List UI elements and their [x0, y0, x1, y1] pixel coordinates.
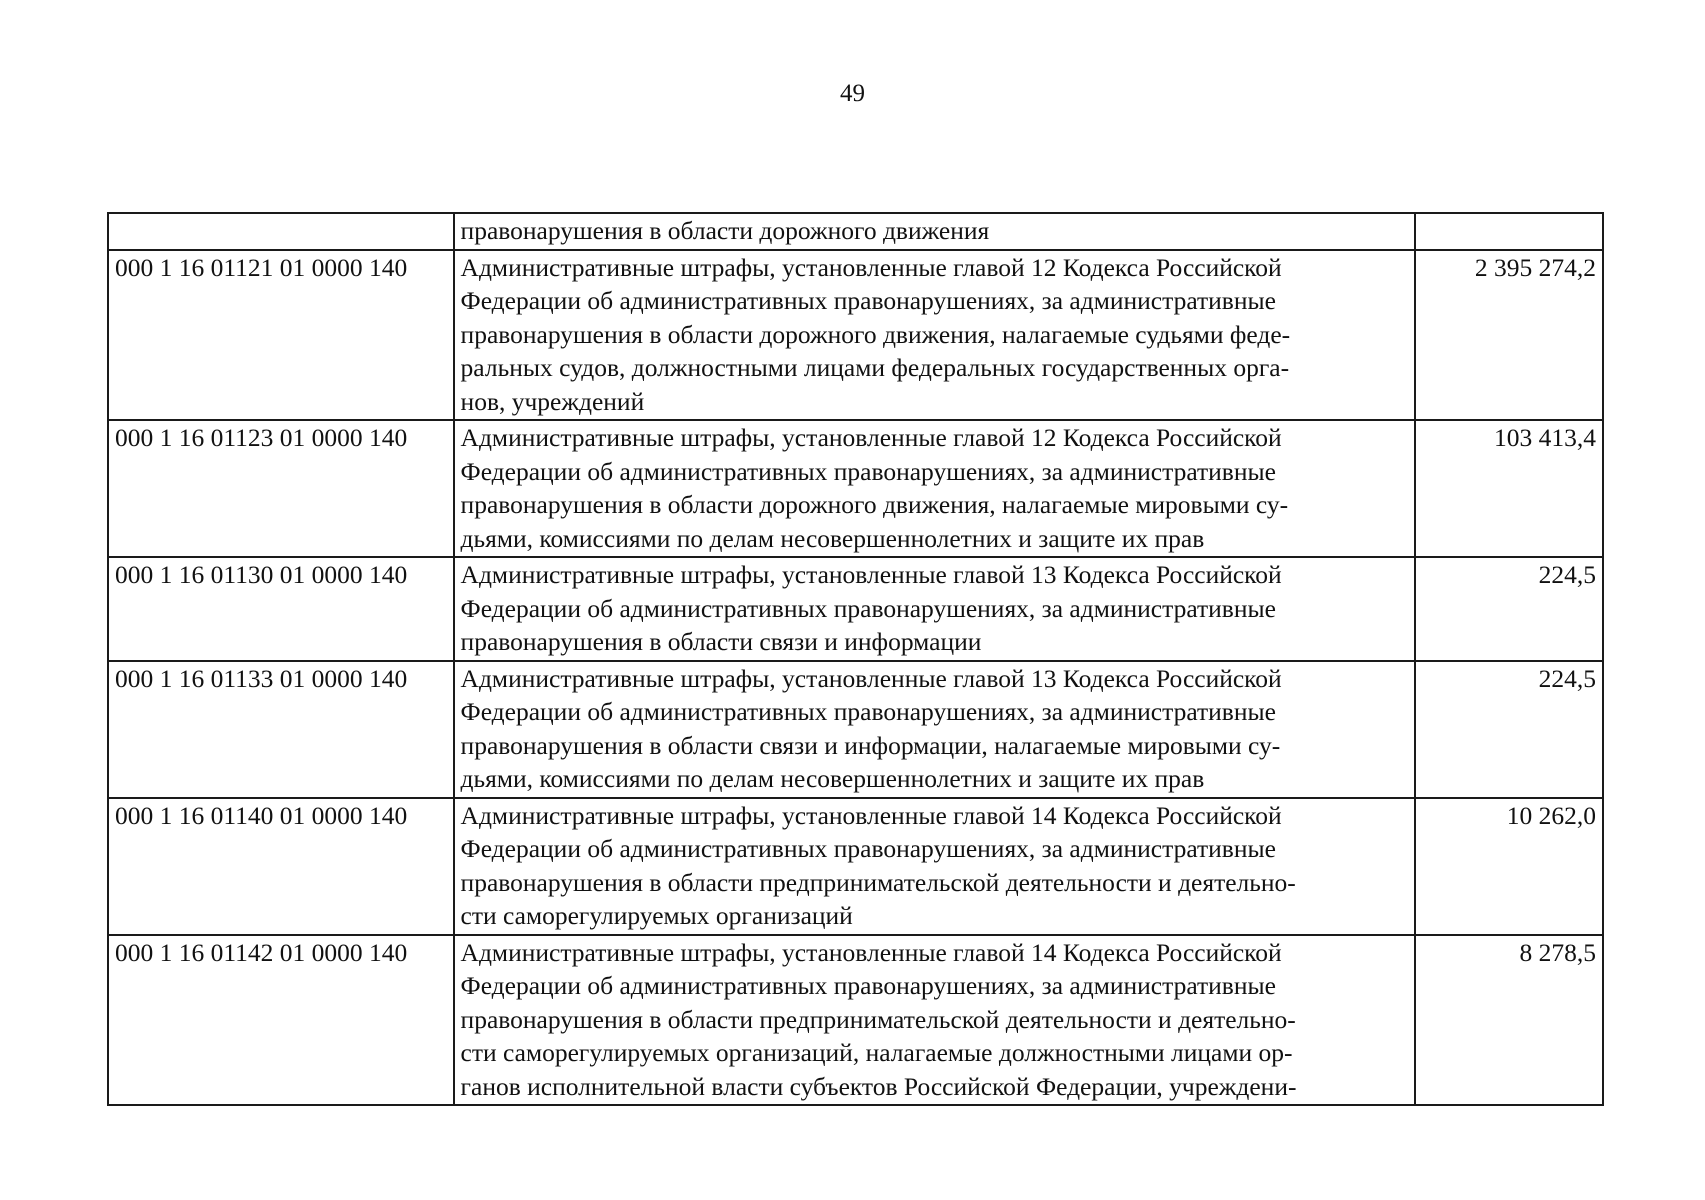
revenue-amount: 224,5: [1415, 557, 1603, 661]
table-row: [108, 798, 1603, 935]
revenue-amount: [1415, 213, 1603, 250]
revenue-amount: 224,5: [1415, 661, 1603, 798]
budget-revenue-table: [107, 212, 1604, 1106]
table-row: [108, 661, 1603, 798]
budget-classification-code: 000 1 16 01123 01 0000 140: [108, 420, 454, 557]
revenue-amount: 8 278,5: [1415, 935, 1603, 1106]
table-row: [108, 557, 1603, 661]
budget-classification-code: 000 1 16 01140 01 0000 140: [108, 798, 454, 935]
table-row: [108, 213, 1603, 250]
revenue-description: Административные штрафы, установленные главой 12 Кодекса Российской Федерации об административных правонарушениях, за административные правонарушения в области дорожного движения, налагаемые судьями феде- ральных судов, должностными лицами федеральных государственных орга- нов, учреждений: [454, 250, 1415, 421]
revenue-description: Административные штрафы, установленные главой 13 Кодекса Российской Федерации об административных правонарушениях, за административные правонарушения в области связи и информации, налагаемые мировыми су- дьями, комиссиями по делам несовершеннолетних и защите их прав: [454, 661, 1415, 798]
revenue-description: Административные штрафы, установленные главой 13 Кодекса Российской Федерации об административных правонарушениях, за административные правонарушения в области связи и информации: [454, 557, 1415, 661]
revenue-description: Административные штрафы, установленные главой 14 Кодекса Российской Федерации об административных правонарушениях, за административные правонарушения в области предпринимательской деятельности и деятельно- сти саморегулируемых организаций: [454, 798, 1415, 935]
revenue-amount: 103 413,4: [1415, 420, 1603, 557]
budget-classification-code: 000 1 16 01133 01 0000 140: [108, 661, 454, 798]
budget-classification-code: 000 1 16 01142 01 0000 140: [108, 935, 454, 1106]
budget-classification-code: [108, 213, 454, 250]
revenue-amount: 2 395 274,2: [1415, 250, 1603, 421]
table-row: [108, 250, 1603, 421]
table-row: [108, 935, 1603, 1106]
revenue-description: правонарушения в области дорожного движения: [454, 213, 1415, 250]
page-number: 49: [840, 80, 865, 107]
table-row: [108, 420, 1603, 557]
revenue-description: Административные штрафы, установленные главой 14 Кодекса Российской Федерации об административных правонарушениях, за административные правонарушения в области предпринимательской деятельности и деятельно- сти саморегулируемых организаций, налагаемые должностными лицами ор- ганов исполнительной власти субъектов Российской Федерации, учреждени-: [454, 935, 1415, 1106]
revenue-description: Административные штрафы, установленные главой 12 Кодекса Российской Федерации об административных правонарушениях, за административные правонарушения в области дорожного движения, налагаемые мировыми су- дьями, комиссиями по делам несовершеннолетних и защите их прав: [454, 420, 1415, 557]
budget-classification-code: 000 1 16 01121 01 0000 140: [108, 250, 454, 421]
revenue-amount: 10 262,0: [1415, 798, 1603, 935]
budget-classification-code: 000 1 16 01130 01 0000 140: [108, 557, 454, 661]
